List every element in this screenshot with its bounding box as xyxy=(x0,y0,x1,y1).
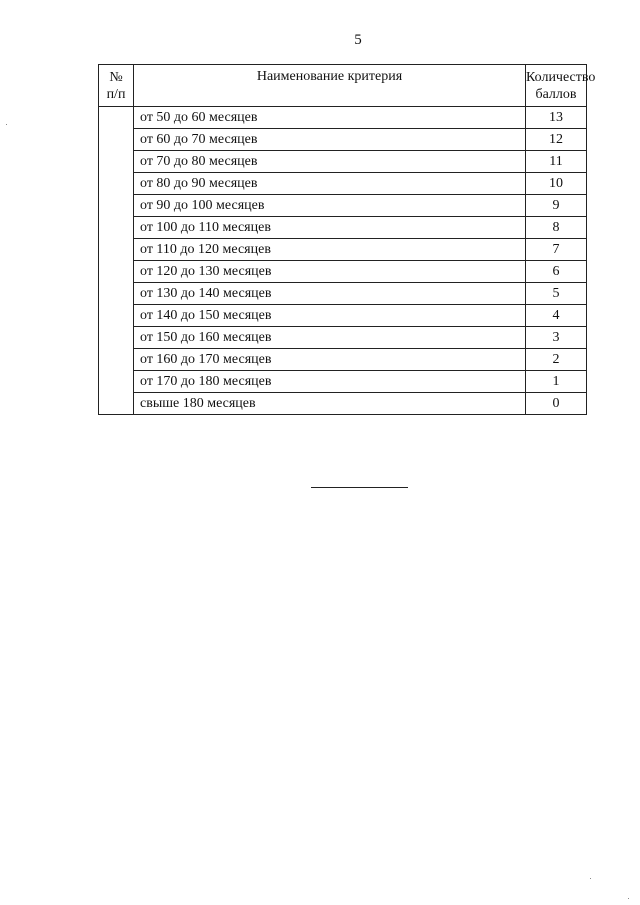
table-row xyxy=(99,195,587,217)
table-row xyxy=(99,349,587,371)
header-row xyxy=(99,65,587,107)
table-row xyxy=(99,261,587,283)
table-row xyxy=(99,239,587,261)
table-header xyxy=(99,65,596,107)
points-cell: 9 xyxy=(526,195,587,217)
header-criterion: Наименование критерия xyxy=(134,65,526,107)
table-row xyxy=(99,151,587,173)
table-row xyxy=(99,129,587,151)
table-row xyxy=(99,327,587,349)
header-points-line1: Количество xyxy=(526,69,596,85)
criterion-cell: от 110 до 120 месяцев xyxy=(134,239,526,261)
points-cell: 1 xyxy=(526,371,587,393)
points-cell: 12 xyxy=(526,129,587,151)
criterion-cell: от 90 до 100 месяцев xyxy=(134,195,526,217)
criterion-cell: от 70 до 80 месяцев xyxy=(134,151,526,173)
criterion-cell: от 50 до 60 месяцев xyxy=(134,107,526,129)
criterion-cell: от 160 до 170 месяцев xyxy=(134,349,526,371)
criterion-cell: от 80 до 90 месяцев xyxy=(134,173,526,195)
criterion-cell: от 130 до 140 месяцев xyxy=(134,283,526,305)
table-row xyxy=(99,107,587,129)
points-cell: 3 xyxy=(526,327,587,349)
criterion-cell: от 150 до 160 месяцев xyxy=(134,327,526,349)
criterion-cell: свыше 180 месяцев xyxy=(134,393,526,415)
row-number-cell xyxy=(99,107,134,415)
table-row xyxy=(99,305,587,327)
criteria-table xyxy=(98,64,596,415)
criterion-cell: от 140 до 150 месяцев xyxy=(134,305,526,327)
table-body xyxy=(99,107,587,415)
criterion-cell: от 60 до 70 месяцев xyxy=(134,129,526,151)
header-number-symbol: № xyxy=(109,69,123,85)
points-cell: 10 xyxy=(526,173,587,195)
scan-artifact xyxy=(628,898,629,899)
points-cell: 4 xyxy=(526,305,587,327)
points-cell: 7 xyxy=(526,239,587,261)
criterion-cell: от 100 до 110 месяцев xyxy=(134,217,526,239)
scan-artifact xyxy=(6,124,7,125)
criterion-cell: от 120 до 130 месяцев xyxy=(134,261,526,283)
points-cell: 0 xyxy=(526,393,587,415)
table-row xyxy=(99,393,587,415)
page-number: 5 xyxy=(354,32,362,48)
table-row xyxy=(99,217,587,239)
table-row xyxy=(99,371,587,393)
points-cell: 11 xyxy=(526,151,587,173)
header-points xyxy=(526,65,596,107)
points-cell: 6 xyxy=(526,261,587,283)
header-number xyxy=(99,65,134,107)
table-row xyxy=(99,283,587,305)
points-cell: 2 xyxy=(526,349,587,371)
scan-artifact xyxy=(590,878,591,879)
header-points-line2: баллов xyxy=(535,86,577,102)
points-cell: 5 xyxy=(526,283,587,305)
points-cell: 8 xyxy=(526,217,587,239)
table-row xyxy=(99,173,587,195)
header-number-abbrev: п/п xyxy=(106,86,126,102)
end-separator-line xyxy=(311,487,408,488)
criterion-cell: от 170 до 180 месяцев xyxy=(134,371,526,393)
points-cell: 13 xyxy=(526,107,587,129)
